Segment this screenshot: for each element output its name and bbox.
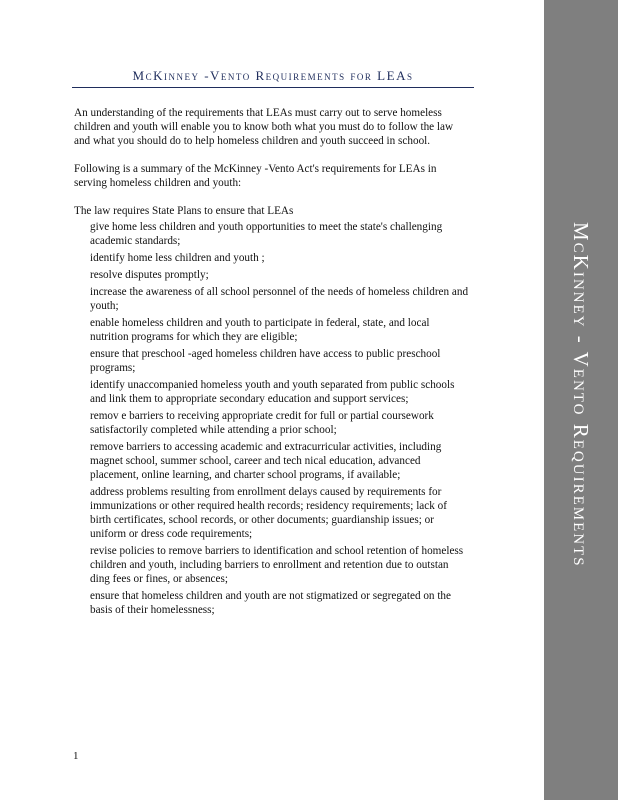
list-item	[74, 220, 470, 248]
list-item-text: remov e barriers to receiving appropriate credit for full or partial coursework satisfactorily completed while attending a prior school;	[90, 410, 434, 436]
list-item-text: resolve disputes promptly;	[90, 269, 209, 281]
list-item	[74, 285, 470, 313]
page-number: 1	[73, 750, 79, 762]
sidebar-band	[544, 0, 618, 800]
list-item-text: enable homeless children and youth to participate in federal, state, and local nutrition programs for which they are eligible;	[90, 317, 430, 343]
list-item-text: ensure that homeless children and youth are not stigmatized or segregated on the basis of their homelessness;	[90, 590, 451, 616]
list-item-text: revise policies to remove barriers to identification and school retention of homeless children and youth, including barriers to enrollment and retention due to outstan ding fees or fines, or absences;	[90, 545, 464, 585]
requirements-lead: The law requires State Plans to ensure that LEAs	[74, 205, 294, 217]
list-item	[74, 378, 470, 406]
list-item	[74, 347, 470, 375]
list-item-text: remove barriers to accessing academic and extracurricular activities, including magnet school, summer school, career and tech nical education, advanced placement, online learning, and charter school programs, if available;	[90, 441, 442, 481]
sidebar-title: McKinney - Vento Requirements	[569, 222, 593, 568]
list-item-text: identify home less children and youth ;	[90, 252, 265, 264]
body-text	[74, 106, 470, 620]
list-item	[74, 251, 470, 265]
list-item-text: address problems resulting from enrollment delays caused by requirements for immunizations or other required health records; residency requirements; lack of birth certificates, school records, or other documents; guardianship issues; or uniform or dress code requirements;	[90, 486, 447, 540]
intro-paragraph: An understanding of the requirements that LEAs must carry out to serve homeless children and youth will enable you to know both what you must do to follow the law and what you should do to help homeless children and youth succeed in school.	[74, 107, 454, 147]
list-item-text: identify unaccompanied homeless youth and youth separated from public schools and link them to appropriate secondary education and support services;	[90, 379, 455, 405]
list-item	[74, 316, 470, 344]
list-item-text: give home less children and youth opportunities to meet the state's challenging academic standards;	[90, 221, 443, 247]
list-item	[74, 440, 470, 482]
summary-paragraph: Following is a summary of the McKinney -Vento Act's requirements for LEAs in serving homeless children and youth:	[74, 163, 437, 189]
requirements-list	[74, 220, 470, 617]
list-item	[74, 409, 470, 437]
list-item	[74, 544, 470, 586]
list-item	[74, 268, 470, 282]
list-item	[74, 589, 470, 617]
list-item	[74, 485, 470, 541]
list-item-text: ensure that preschool -aged homeless children have access to public preschool programs;	[90, 348, 441, 374]
page-heading: McKinney -Vento Requirements for LEAs	[72, 68, 474, 88]
list-item-text: increase the awareness of all school personnel of the needs of homeless children and youth;	[90, 286, 469, 312]
